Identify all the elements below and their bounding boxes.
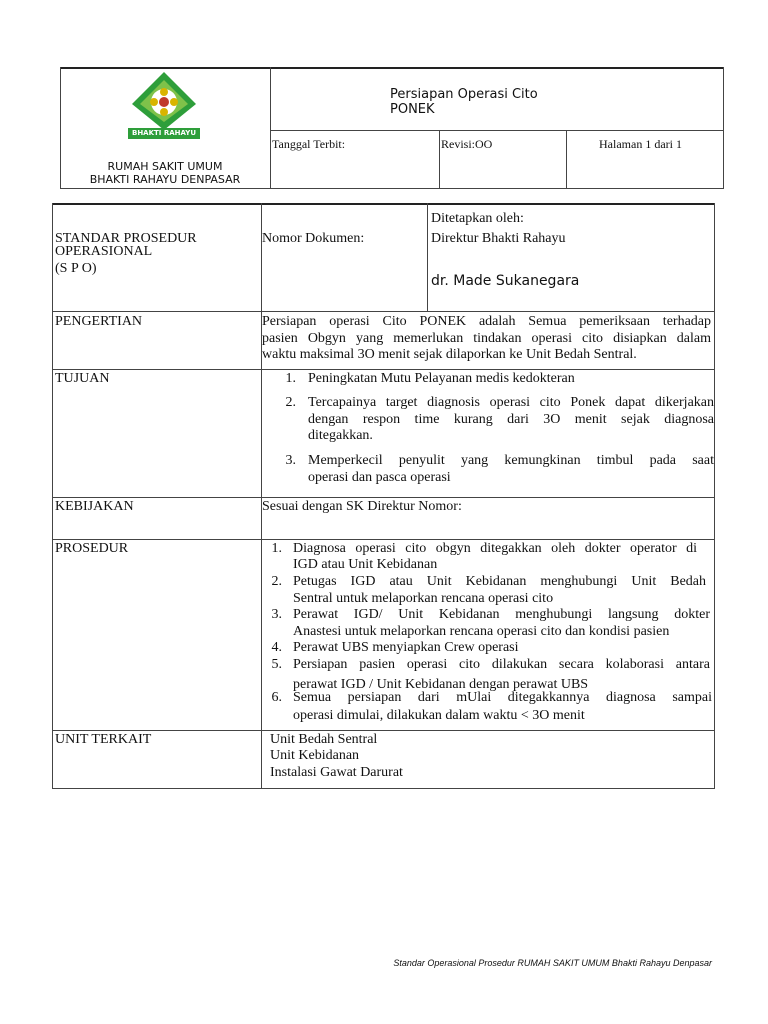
- list-item: perawat IGD / Unit Kebidanan dengan perawat UBS: [293, 677, 589, 692]
- list-item-number: 2.: [271, 574, 282, 589]
- tujuan-label: TUJUAN: [55, 371, 110, 386]
- list-item: dengan respon time kurang dari 3O menit sejak diagnosa: [308, 412, 714, 427]
- list-item: operasi dimulai, dilakukan dalam waktu < 3O menit: [293, 708, 585, 723]
- nomor-dokumen: Nomor Dokumen:: [262, 231, 365, 246]
- pengertian-line2: pasien Obgyn yang memerlukan tindakan operasi cito disiapkan dalam: [262, 331, 711, 346]
- list-item: Tercapainya target diagnosis operasi cito Ponek dapat dikerjakan: [308, 395, 714, 410]
- list-item: ditegakkan.: [308, 428, 373, 443]
- list-item: Memperkecil penyulit yang kemungkinan timbul pada saat: [308, 453, 714, 468]
- list-item-number: 5.: [271, 657, 282, 672]
- list-item-number: 2.: [285, 395, 296, 410]
- unit-terkait-label: UNIT TERKAIT: [55, 732, 152, 747]
- page-footer: Standar Operasional Prosedur RUMAH SAKIT UMUM Bhakti Rahayu Denpasar: [393, 958, 712, 968]
- list-item-number: 6.: [271, 690, 282, 705]
- spo-label-line1: STANDAR PROSEDUR: [55, 231, 197, 246]
- revisi: Revisi:OO: [441, 137, 493, 151]
- unit-terkait-item: Instalasi Gawat Darurat: [270, 765, 403, 780]
- ditetapkan-oleh: Ditetapkan oleh:: [431, 211, 524, 226]
- prosedur-label: PROSEDUR: [55, 541, 129, 556]
- list-item-number: 3.: [285, 453, 296, 468]
- pengertian-line1: Persiapan operasi Cito PONEK adalah Semua pemeriksaan terhadap: [262, 314, 711, 329]
- logo-text: BHAKTI RAHAYU: [131, 129, 197, 137]
- hospital-logo: [126, 70, 202, 142]
- list-item: Perawat UBS menyiapkan Crew operasi: [293, 640, 519, 655]
- unit-terkait-item: Unit Bedah Sentral: [270, 732, 378, 747]
- spo-label-line2: OPERASIONAL: [55, 244, 153, 259]
- pengertian-label: PENGERTIAN: [55, 314, 143, 329]
- list-item: Diagnosa operasi cito obgyn ditegakkan oleh dokter operator di: [293, 541, 697, 556]
- list-item: Persiapan pasien operasi cito dilakukan secara kolaborasi antara: [293, 657, 710, 672]
- list-item: Anastesi untuk melaporkan rencana operasi cito dan kondisi pasien: [293, 624, 670, 639]
- tanggal-terbit: Tanggal Terbit:: [272, 137, 346, 151]
- signer-name: dr. Made Sukanegara: [431, 273, 580, 289]
- list-item-number: 1.: [271, 541, 282, 556]
- unit-terkait-item: Unit Kebidanan: [270, 748, 360, 763]
- list-item: Peningkatan Mutu Pelayanan medis kedokteran: [308, 371, 575, 386]
- list-item-number: 3.: [271, 607, 282, 622]
- doc-title-line1: Persiapan Operasi Cito: [390, 87, 538, 102]
- list-item: Perawat IGD/ Unit Kebidanan menghubungi langsung dokter: [293, 607, 710, 622]
- list-item: operasi dan pasca operasi: [308, 470, 451, 485]
- list-item: IGD atau Unit Kebidanan: [293, 557, 438, 572]
- spo-label-line3: (S P O): [55, 261, 97, 276]
- kebijakan-label: KEBIJAKAN: [55, 499, 134, 514]
- kebijakan-text: Sesuai dengan SK Direktur Nomor:: [262, 499, 462, 514]
- hospital-name-line2: BHAKTI RAHAYU DENPASAR: [89, 173, 241, 186]
- list-item: Semua persiapan dari mUlai ditegakkannya diagnosa sampai: [293, 690, 712, 705]
- list-item: Petugas IGD atau Unit Kebidanan menghubungi Unit Bedah: [293, 574, 706, 589]
- list-item: Sentral untuk melaporkan rencana operasi cito: [293, 591, 554, 606]
- doc-title-line2: PONEK: [390, 102, 435, 117]
- pengertian-line3: waktu maksimal 3O menit sejak dilaporkan ke Unit Bedah Sentral.: [262, 347, 637, 362]
- list-item-number: 1.: [285, 371, 296, 386]
- hospital-name-line1: RUMAH SAKIT UMUM: [107, 160, 223, 173]
- list-item-number: 4.: [271, 640, 282, 655]
- halaman: Halaman 1 dari 1: [599, 137, 682, 151]
- direktur: Direktur Bhakti Rahayu: [431, 231, 566, 246]
